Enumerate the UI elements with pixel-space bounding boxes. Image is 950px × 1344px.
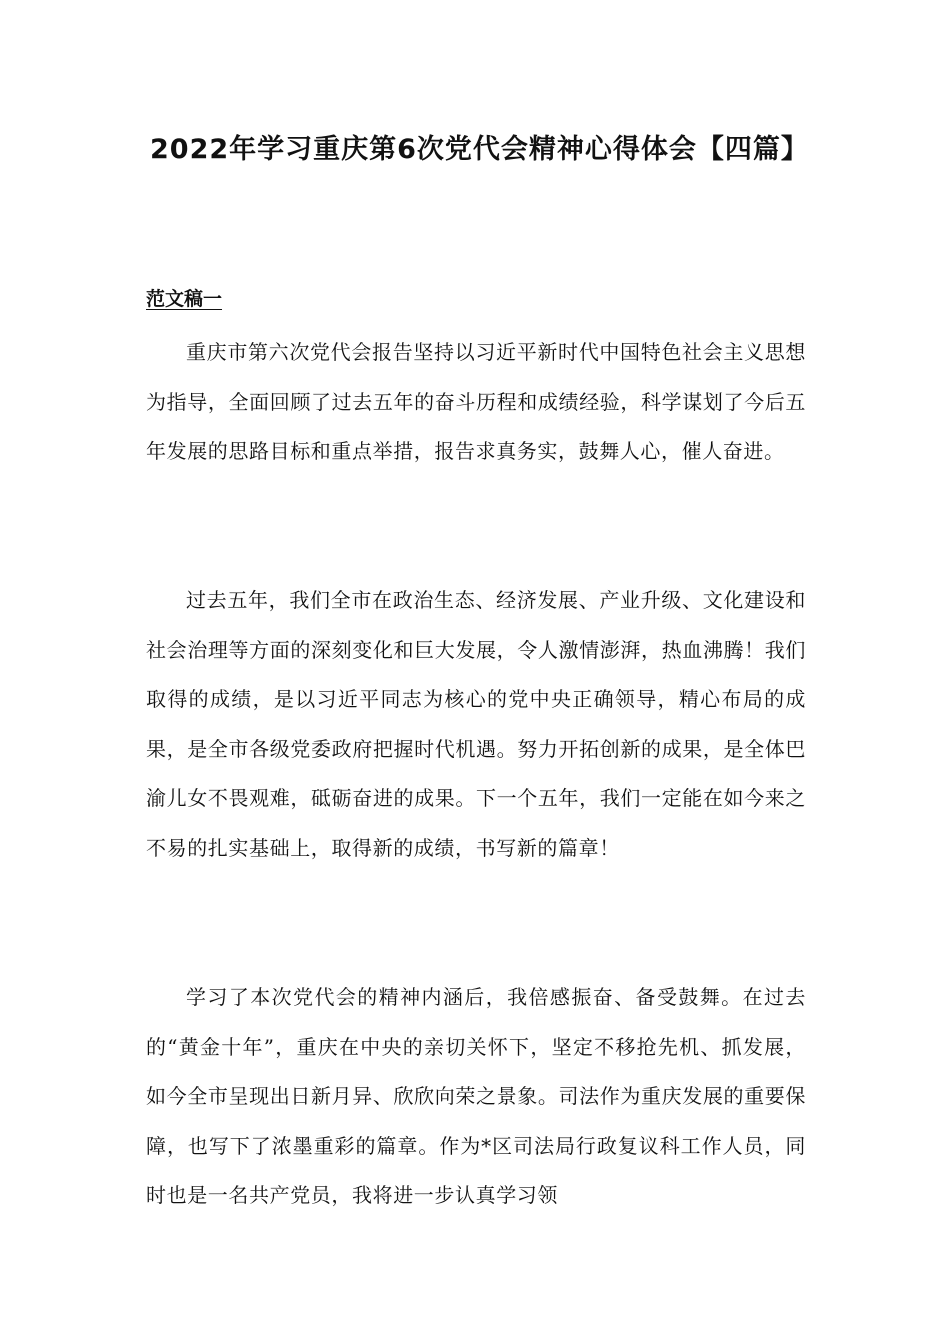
paragraph-2: 过去五年，我们全市在政治生态、经济发展、产业升级、文化建设和社会治理等方面的深刻变化和巨大发展，令人激情澎湃，热血沸腾！我们取得的成绩，是以习近平同志为核心的党中央正确领导，精心布局的成果，是全市各级党委政府把握时代机遇。努力开拓创新的成果，是全体巴渝儿女不畏观难，砥砺奋进的成果。下一个五年，我们一定能在如今来之不易的扎实基础上，取得新的成绩，书写新的篇章！ xyxy=(146,588,806,860)
paragraph-1: 重庆市第六次党代会报告坚持以习近平新时代中国特色社会主义思想为指导，全面回顾了过去五年的奋斗历程和成绩经验，科学谋划了今后五年发展的思路目标和重点举措，报告求真务实，鼓舞人心，催人奋进。 xyxy=(146,340,806,463)
document-title: 2022年学习重庆第6次党代会精神心得体会【四篇】 xyxy=(150,134,809,165)
section-heading: 范文稿一 xyxy=(146,288,223,310)
paragraph-3: 学习了本次党代会的精神内涵后，我倍感振奋、备受鼓舞。在过去的“黄金十年”，重庆在中央的亲切关怀下，坚定不移抢先机、抓发展，如今全市呈现出日新月异、欣欣向荣之景象。司法作为重庆发展的重要保障，也写下了浓墨重彩的篇章。作为*区司法局行政复议科工作人员，同时也是一名共产党员，我将进一步认真学习领 xyxy=(146,985,806,1207)
